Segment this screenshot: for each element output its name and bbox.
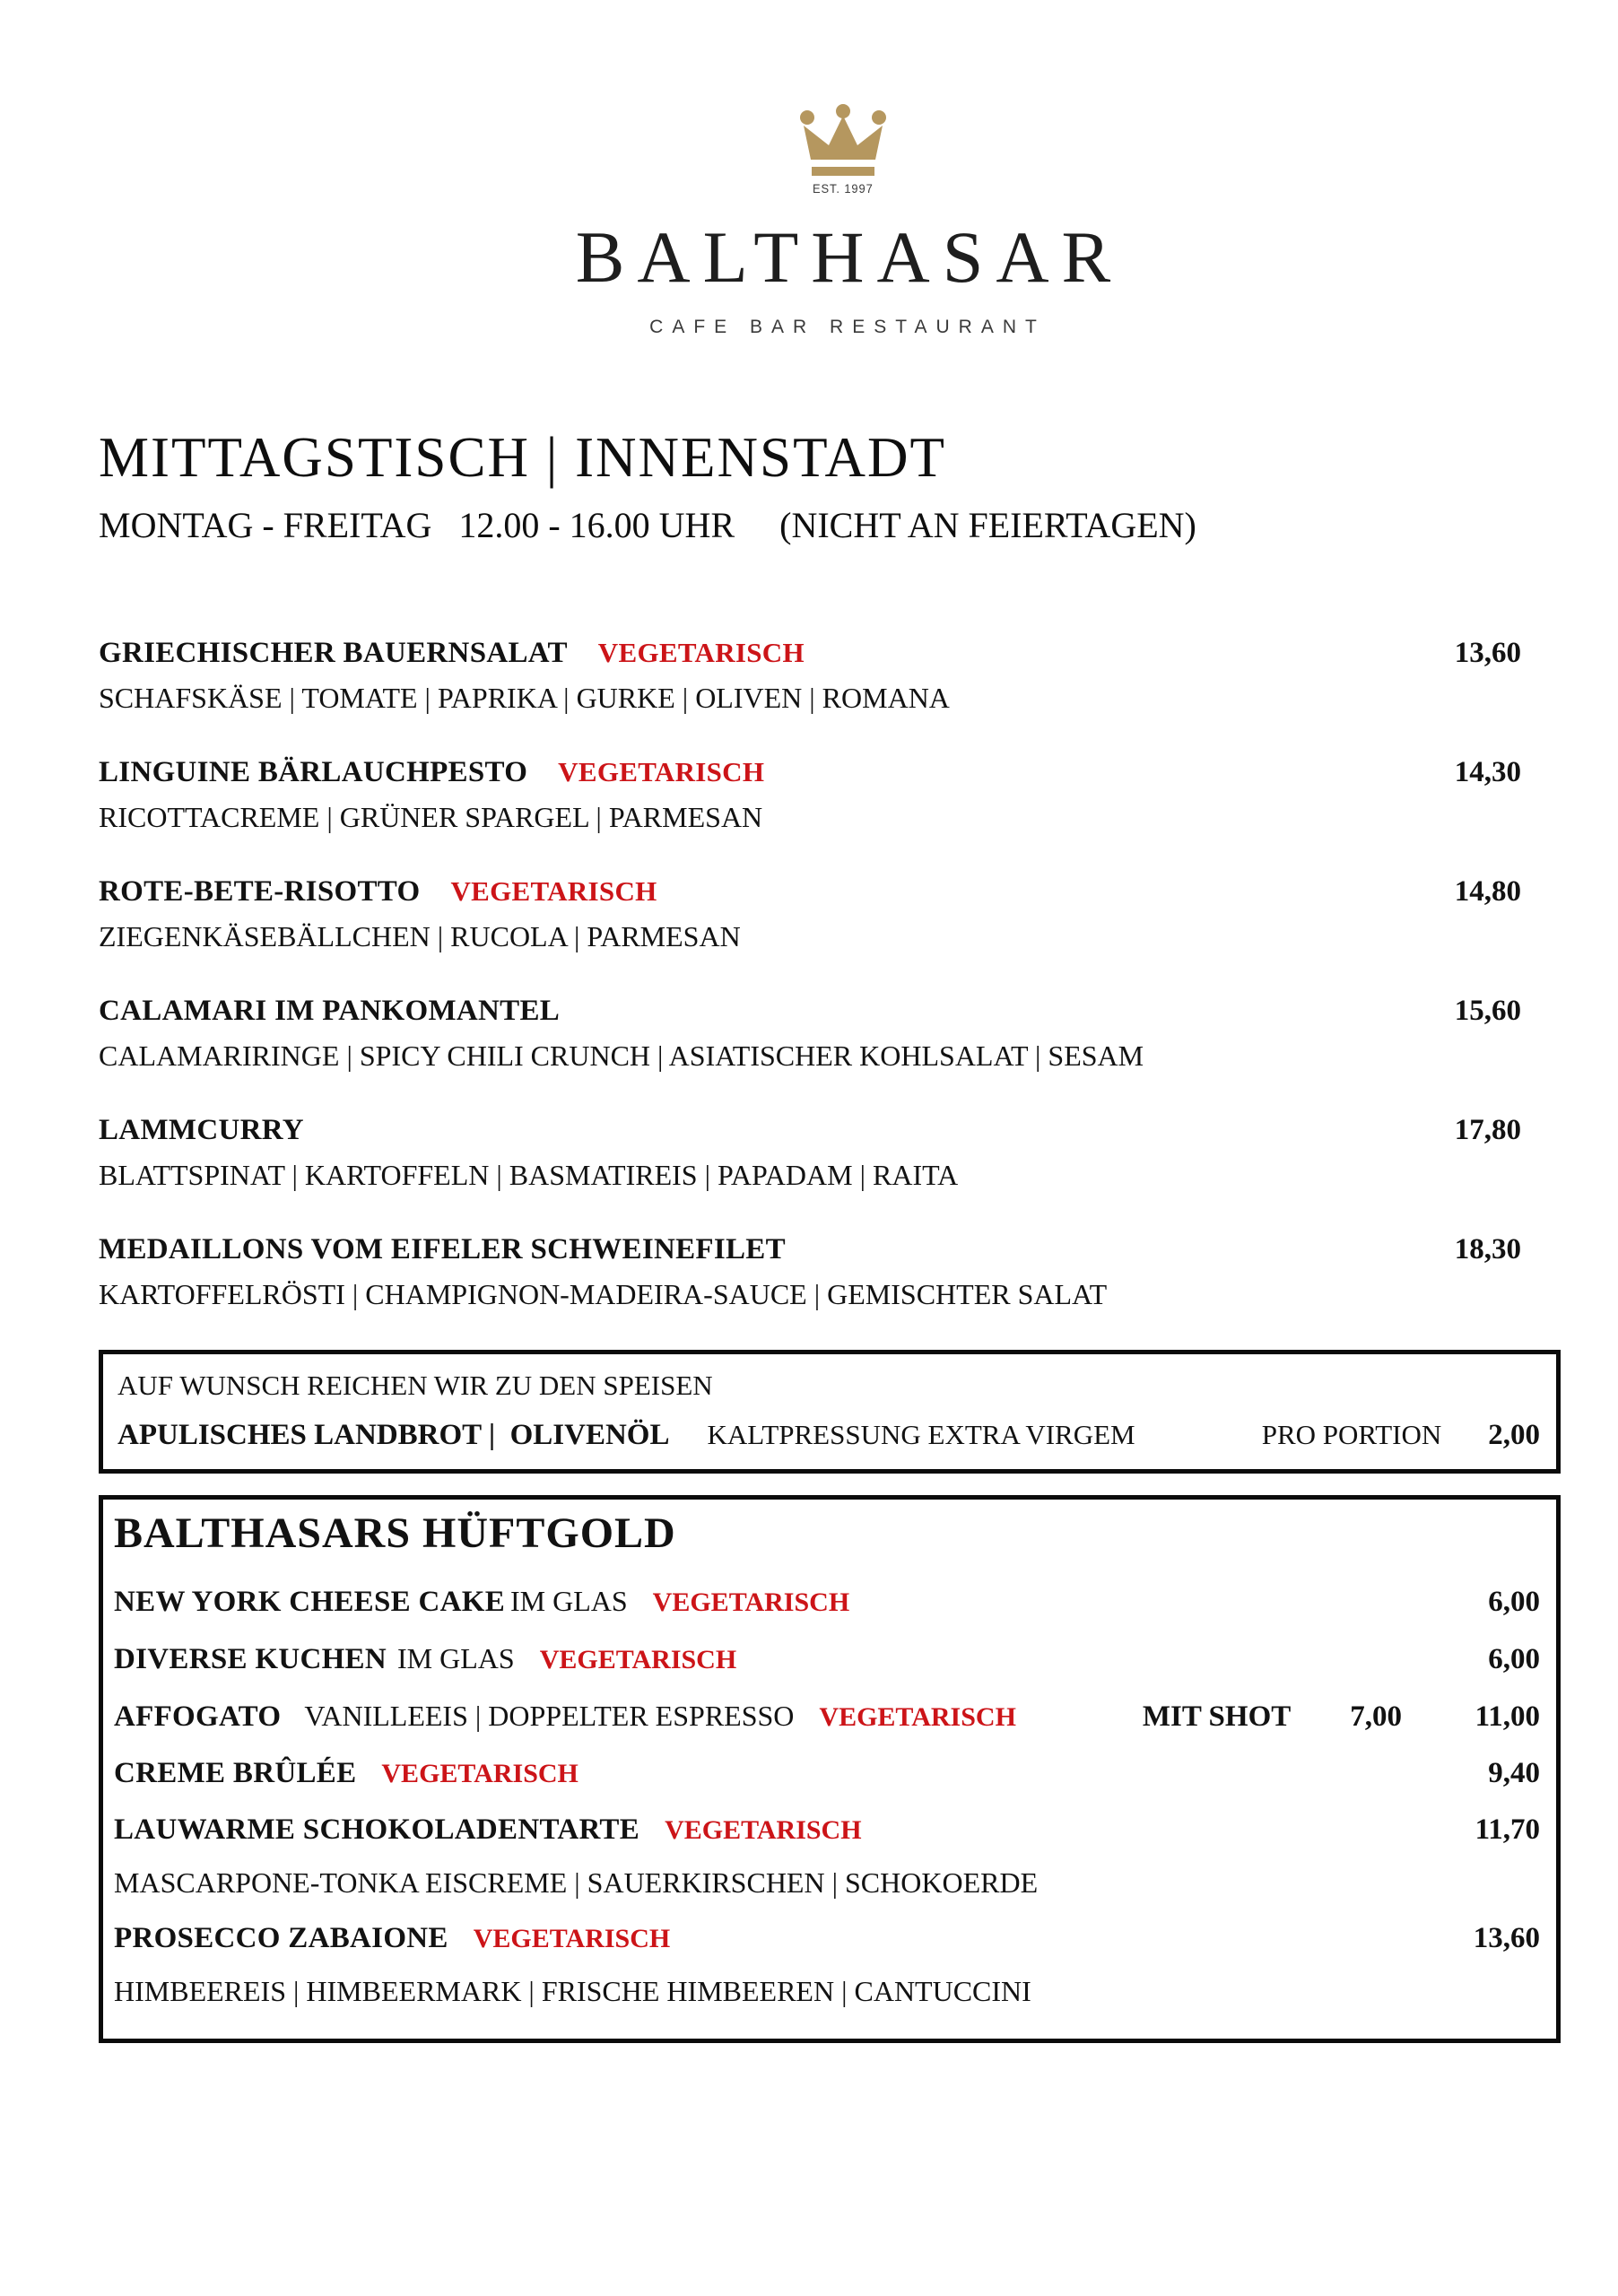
menu-item	[99, 992, 1521, 1074]
dessert-name: DIVERSE KUCHEN	[114, 1643, 387, 1675]
dessert-suffix: VANILLEEIS | DOPPELTER ESPRESSO	[304, 1700, 795, 1732]
dessert-item	[114, 1754, 1540, 1793]
dessert-price: 9,40	[1488, 1757, 1540, 1789]
dessert-price: 13,60	[1473, 1922, 1540, 1954]
item-price: 18,30	[1454, 1233, 1521, 1265]
item-price: 15,60	[1454, 995, 1521, 1027]
dessert-price: 6,00	[1488, 1586, 1540, 1618]
item-description: ZIEGENKÄSEBÄLLCHEN | RUCOLA | PARMESAN	[99, 920, 741, 952]
vegetarian-tag: VEGETARISCH	[450, 875, 657, 907]
menu-content	[0, 426, 1618, 2043]
page-title: MITTAGSTISCH | INNENSTADT	[99, 426, 946, 489]
menu-item	[99, 1111, 1521, 1194]
menu-item	[99, 634, 1521, 717]
menu-item	[99, 753, 1521, 836]
bread-note: AUF WUNSCH REICHEN WIR ZU DEN SPEISEN	[117, 1370, 713, 1401]
bread-item-name: APULISCHES LANDBROT | OLIVENÖL	[117, 1419, 670, 1451]
brand-tagline: CAFE BAR RESTAURANT	[649, 317, 1046, 337]
menu-item-head	[99, 1231, 1521, 1268]
bread-line	[117, 1416, 1540, 1454]
menu-item-head	[99, 634, 1521, 672]
shot-option-price: 7,00	[1350, 1700, 1402, 1733]
bread-unit-label: PRO PORTION	[1261, 1419, 1442, 1450]
page-subtitle: MONTAG - FREITAG 12.00 - 16.00 UHR (NICHT AN FEIERTAGEN)	[99, 505, 1196, 545]
dessert-price: 11,70	[1474, 1813, 1540, 1846]
bread-item-detail: KALTPRESSUNG EXTRA VIRGEM	[707, 1419, 1135, 1450]
item-name: LAMMCURRY	[99, 1114, 304, 1146]
item-name: GRIECHISCHER BAUERNSALAT	[99, 637, 568, 669]
item-name: MEDAILLONS VOM EIFELER SCHWEINEFILET	[99, 1233, 786, 1265]
dessert-description: MASCARPONE-TONKA EISCREME | SAUERKIRSCHEN | SCHOKOERDE	[114, 1866, 1039, 1899]
item-price: 14,80	[1454, 875, 1521, 908]
lunch-item-list	[99, 634, 1561, 1313]
dessert-item	[114, 1697, 1540, 1736]
vegetarian-tag: VEGETARISCH	[473, 1924, 671, 1953]
menu-item	[99, 1231, 1521, 1313]
vegetarian-tag: VEGETARISCH	[558, 756, 765, 787]
shot-option-label: MIT SHOT	[1142, 1700, 1292, 1733]
dessert-box-title: BALTHASARS HÜFTGOLD	[114, 1509, 676, 1557]
menu-item-head	[99, 873, 1521, 910]
item-price: 13,60	[1454, 637, 1521, 669]
item-description: CALAMARIRINGE | SPICY CHILI CRUNCH | ASIATISCHER KOHLSALAT | SESAM	[99, 1039, 1144, 1072]
item-name: ROTE-BETE-RISOTTO	[99, 875, 421, 908]
vegetarian-tag: VEGETARISCH	[381, 1759, 578, 1788]
vegetarian-tag: VEGETARISCH	[665, 1815, 862, 1845]
item-name: CALAMARI IM PANKOMANTEL	[99, 995, 561, 1027]
dessert-item	[114, 1639, 1540, 1679]
dessert-item	[114, 1919, 1540, 1958]
dessert-name: NEW YORK CHEESE CAKE	[114, 1586, 505, 1618]
dessert-item	[114, 1811, 1540, 1849]
item-description: SCHAFSKÄSE | TOMATE | PAPRIKA | GURKE | OLIVEN | ROMANA	[99, 682, 950, 714]
crown-icon	[789, 104, 897, 179]
bread-box	[99, 1350, 1561, 1474]
brand-name: BALTHASAR	[575, 216, 1124, 298]
dessert-description: HIMBEEREIS | HIMBEERMARK | FRISCHE HIMBEEREN | CANTUCCINI	[114, 1975, 1031, 2007]
item-description: BLATTSPINAT | KARTOFFELN | BASMATIREIS | PAPADAM | RAITA	[99, 1159, 959, 1191]
dessert-suffix: IM GLAS	[510, 1585, 628, 1617]
dessert-name: PROSECCO ZABAIONE	[114, 1922, 448, 1954]
menu-item-head	[99, 992, 1521, 1030]
menu-item-head	[99, 1111, 1521, 1149]
menu-item-head	[99, 753, 1521, 791]
established-label: EST. 1997	[813, 181, 874, 196]
dessert-price: 11,00	[1474, 1700, 1540, 1733]
logo-block	[34, 0, 1618, 336]
vegetarian-tag: VEGETARISCH	[652, 1587, 850, 1617]
dessert-suffix: IM GLAS	[397, 1642, 515, 1674]
dessert-price: 6,00	[1488, 1643, 1540, 1675]
dessert-name: AFFOGATO	[114, 1700, 282, 1733]
item-price: 14,30	[1454, 756, 1521, 788]
vegetarian-tag: VEGETARISCH	[597, 637, 805, 668]
item-description: RICOTTACREME | GRÜNER SPARGEL | PARMESAN	[99, 801, 763, 833]
item-price: 17,80	[1454, 1114, 1521, 1146]
vegetarian-tag: VEGETARISCH	[539, 1645, 737, 1674]
dessert-name: LAUWARME SCHOKOLADENTARTE	[114, 1813, 640, 1846]
vegetarian-tag: VEGETARISCH	[819, 1702, 1016, 1732]
dessert-item-list	[114, 1582, 1540, 2010]
menu-item	[99, 873, 1521, 955]
dessert-name: CREME BRÛLÉE	[114, 1757, 357, 1789]
item-name: LINGUINE BÄRLAUCHPESTO	[99, 756, 528, 788]
item-description: KARTOFFELRÖSTI | CHAMPIGNON-MADEIRA-SAUCE | GEMISCHTER SALAT	[99, 1278, 1108, 1310]
bread-price: 2,00	[1488, 1419, 1540, 1451]
dessert-box	[99, 1495, 1561, 2043]
dessert-item	[114, 1582, 1540, 1622]
